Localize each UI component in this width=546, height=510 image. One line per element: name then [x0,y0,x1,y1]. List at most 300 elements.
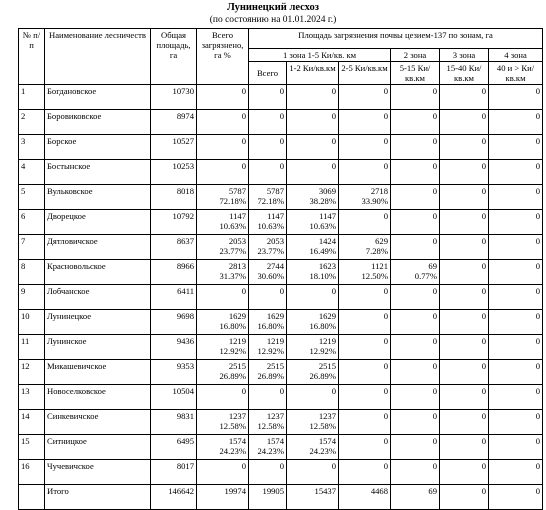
cell-zone3 [440,160,489,185]
cell-forestry-name [45,260,151,285]
cell-value: 10253 [172,161,194,171]
cell-zone4 [489,385,543,410]
cell-value: 0 [432,386,437,396]
cell-value: 1147 [267,211,284,221]
cell-zone3 [440,485,489,510]
cell-value: 0 [432,286,437,296]
cell-value: 0 [481,86,486,96]
cell-area [151,85,197,110]
cell-value: 0 [535,286,541,296]
cell-value: 0 [241,136,246,146]
cell-value: 1219 [228,336,246,346]
header-zone4: 4 зона [489,49,543,62]
cell-value: 0 [481,286,486,296]
cell-zone1-total [249,335,287,360]
cell-value: 0 [432,311,437,321]
cell-zone4 [489,435,543,460]
cell-zone1-1-2 [287,410,339,435]
cell-value: 0 [535,486,541,496]
cell-zone1-1-2 [287,160,339,185]
cell-value: 0 [481,111,486,121]
cell-forestry-name [45,335,151,360]
cell-percent: 10.63% [257,221,284,231]
cell-percent: 26.89% [257,371,284,381]
cell-value: Дятловичское [47,236,98,246]
cell-number [19,260,45,285]
cell-value: 8018 [176,186,194,196]
cell-value: 0 [481,186,486,196]
cell-value: 0 [535,411,541,421]
table-row [19,360,543,385]
cell-zone1-1-2 [287,135,339,160]
cell-value: 0 [481,161,486,171]
cell-zone4 [489,310,543,335]
table-row [19,260,543,285]
cell-zone4 [489,235,543,260]
cell-zone1-total [249,410,287,435]
cell-number [19,410,45,435]
table-row [19,210,543,235]
table-row [19,135,543,160]
cell-value: 0 [241,86,246,96]
cell-zone1-2-5 [339,110,391,135]
cell-value: 2744 [266,261,284,271]
cell-value: 146642 [168,486,194,496]
cell-value: 7 [21,236,26,246]
cell-number [19,460,45,485]
cell-value: 1574 [228,436,246,446]
cell-zone1-total [249,360,287,385]
cell-zone2 [391,385,440,410]
cell-value: 0 [383,211,388,221]
cell-value: Микашевичское [47,361,107,371]
cell-value: 0 [383,136,388,146]
cell-percent: 0.77% [414,271,437,281]
cell-percent: 23.77% [219,246,246,256]
table-row [19,435,543,460]
cell-zone4 [489,335,543,360]
cell-forestry-name [45,160,151,185]
cell-value: 9831 [176,411,194,421]
cell-value: 0 [535,436,541,446]
cell-forestry-name [45,85,151,110]
cell-value: 0 [279,111,284,121]
cell-value: 1237 [228,411,246,421]
cell-zone4 [489,260,543,285]
cell-value: 1147 [319,211,336,221]
cell-number [19,485,45,510]
cell-contaminated [197,385,249,410]
cell-value: 0 [481,486,486,496]
cell-value: 1574 [266,436,284,446]
cell-value: 10504 [172,386,194,396]
cell-value: 0 [535,361,541,371]
cell-value: 0 [481,436,486,446]
cell-zone3 [440,335,489,360]
cell-value: 0 [432,411,437,421]
cell-zone1-total [249,135,287,160]
cell-zone4 [489,85,543,110]
cell-value: 1629 [228,311,246,321]
cell-value: Ситницкое [47,436,87,446]
cell-zone4 [489,110,543,135]
cell-zone1-1-2 [287,385,339,410]
cell-value: 0 [279,386,284,396]
cell-value: Бостынское [47,161,91,171]
cell-value: 0 [535,311,541,321]
header-z2-range: 5-15 Ки/кв.км [391,62,440,85]
cell-value: 2515 [228,361,246,371]
cell-zone1-total [249,460,287,485]
cell-forestry-name [45,485,151,510]
cell-forestry-name [45,360,151,385]
cell-value: 69 [428,486,437,496]
cell-value: 0 [279,86,284,96]
cell-zone4 [489,210,543,235]
cell-value: 11 [21,336,30,346]
cell-value: 0 [535,236,541,246]
cell-zone4 [489,160,543,185]
cell-value: 0 [481,411,486,421]
cell-percent: 33.90% [361,196,388,206]
cell-zone1-total [249,285,287,310]
cell-value: 15437 [314,486,336,496]
cell-zone1-total [249,385,287,410]
cell-zone1-2-5 [339,435,391,460]
cell-zone1-2-5 [339,335,391,360]
cell-value: 0 [535,86,541,96]
cell-value: 2053 [266,236,284,246]
cell-percent: 30.60% [257,271,284,281]
cell-zone1-total [249,185,287,210]
cell-value: 0 [383,286,388,296]
cell-zone4 [489,135,543,160]
cell-value: 0 [241,461,246,471]
cell-number [19,285,45,310]
cell-value: 0 [432,336,437,346]
cell-value: 6 [21,211,26,221]
cell-value: 0 [535,261,541,271]
cell-value: 2515 [318,361,336,371]
cell-value: 0 [383,161,388,171]
cell-number [19,385,45,410]
cell-zone4 [489,485,543,510]
cell-value: Синкевичское [47,411,99,421]
cell-value: 5787 [266,186,284,196]
cell-zone2 [391,485,440,510]
cell-percent: 16.80% [309,321,336,331]
header-z1-b: 2-5 Ки/кв.км [339,62,391,85]
cell-zone2 [391,135,440,160]
cell-value: 9353 [176,361,194,371]
cell-percent: 7.28% [365,246,388,256]
cell-percent: 12.92% [219,346,246,356]
cell-value: 0 [535,461,541,471]
cell-value: 12 [21,361,30,371]
cell-forestry-name [45,135,151,160]
cell-area [151,410,197,435]
cell-percent: 26.89% [219,371,246,381]
cell-contaminated [197,210,249,235]
cell-number [19,160,45,185]
cell-percent: 12.50% [361,271,388,281]
cell-zone3 [440,110,489,135]
cell-value: 1219 [266,336,284,346]
cell-value: 15 [21,436,30,446]
cell-zone1-total [249,210,287,235]
cell-percent: 23.77% [257,246,284,256]
cell-value: Борское [47,136,77,146]
cell-contaminated [197,360,249,385]
cell-zone2 [391,185,440,210]
cell-zone4 [489,410,543,435]
cell-value: 0 [481,236,486,246]
cell-zone3 [440,410,489,435]
cell-number [19,310,45,335]
cell-zone1-2-5 [339,310,391,335]
cell-value: 1424 [318,236,336,246]
cell-percent: 16.49% [309,246,336,256]
cell-zone1-1-2 [287,235,339,260]
cell-zone3 [440,260,489,285]
cell-zone1-1-2 [287,360,339,385]
cell-value: 2 [21,111,26,121]
cell-zone1-1-2 [287,210,339,235]
cell-value: 0 [241,161,246,171]
cell-zone3 [440,85,489,110]
cell-area [151,185,197,210]
cell-number [19,235,45,260]
cell-zone3 [440,235,489,260]
cell-value: 0 [279,136,284,146]
cell-zone1-2-5 [339,360,391,385]
cell-value: 0 [383,336,388,346]
cell-value: 0 [241,286,246,296]
table-row [19,85,543,110]
cell-area [151,360,197,385]
cell-value: 0 [279,286,284,296]
cell-number [19,185,45,210]
cell-value: 0 [331,136,336,146]
total-row [19,485,543,510]
cell-zone1-2-5 [339,235,391,260]
cell-value: 19905 [262,486,284,496]
cell-value: 0 [535,136,541,146]
cell-value: 0 [432,186,437,196]
cell-value: 0 [535,186,541,196]
cell-zone1-1-2 [287,260,339,285]
cell-value: 0 [535,386,541,396]
cell-zone1-total [249,310,287,335]
cell-value: 0 [331,86,336,96]
cell-value: 9 [21,286,26,296]
cell-value: 0 [241,386,246,396]
cell-value: 0 [331,286,336,296]
cell-value: 9698 [176,311,194,321]
header-z1-a: 1-2 Ки/кв.км [287,62,339,85]
cell-area [151,435,197,460]
cell-forestry-name [45,435,151,460]
contamination-table [18,28,543,510]
cell-area [151,385,197,410]
cell-value: 0 [432,361,437,371]
cell-zone3 [440,310,489,335]
header-contaminated: Всего загрязнено, га % [197,29,249,85]
cell-value: 1121 [371,261,388,271]
cell-value: 8966 [176,261,194,271]
table-row [19,160,543,185]
cell-zone1-1-2 [287,435,339,460]
cell-number [19,435,45,460]
cell-zone1-total [249,235,287,260]
cell-zone1-2-5 [339,210,391,235]
cell-zone2 [391,260,440,285]
cell-percent: 12.92% [257,346,284,356]
cell-number [19,135,45,160]
cell-area [151,210,197,235]
cell-contaminated [197,335,249,360]
cell-contaminated [197,185,249,210]
cell-zone1-total [249,260,287,285]
header-zone3: 3 зона [440,49,489,62]
cell-zone3 [440,185,489,210]
table-row [19,385,543,410]
cell-value: 0 [331,386,336,396]
cell-zone1-1-2 [287,335,339,360]
cell-value: 3069 [318,186,336,196]
cell-value: 1219 [318,336,336,346]
cell-area [151,235,197,260]
cell-value: 0 [383,361,388,371]
cell-value: 10 [21,311,30,321]
cell-zone3 [440,210,489,235]
cell-zone1-2-5 [339,485,391,510]
cell-area [151,460,197,485]
cell-zone3 [440,135,489,160]
cell-value: 8 [21,261,26,271]
cell-value: 0 [481,336,486,346]
cell-number [19,360,45,385]
cell-value: 1 [21,86,26,96]
cell-zone3 [440,285,489,310]
cell-value: 0 [279,161,284,171]
cell-forestry-name [45,460,151,485]
cell-value: 0 [535,111,541,121]
cell-value: 0 [383,461,388,471]
cell-forestry-name [45,210,151,235]
cell-percent: 38.28% [309,196,336,206]
cell-value: 0 [481,136,486,146]
cell-zone2 [391,435,440,460]
cell-value: 2053 [228,236,246,246]
cell-value: 14 [21,411,30,421]
header-z3-range: 15-40 Ки/кв.км [440,62,489,85]
cell-value: Богдановское [47,86,97,96]
cell-zone1-2-5 [339,385,391,410]
cell-area [151,160,197,185]
cell-zone4 [489,460,543,485]
cell-value: 10730 [172,86,194,96]
cell-percent: 72.18% [219,196,246,206]
cell-zone2 [391,235,440,260]
table-row [19,235,543,260]
table-row [19,335,543,360]
cell-zone2 [391,310,440,335]
cell-percent: 16.80% [257,321,284,331]
cell-zone1-2-5 [339,160,391,185]
cell-value: 1574 [318,436,336,446]
cell-percent: 10.63% [219,221,246,231]
cell-percent: 12.58% [309,421,336,431]
cell-value: Лобчанское [47,286,90,296]
cell-zone3 [440,385,489,410]
cell-forestry-name [45,410,151,435]
cell-value: 0 [432,136,437,146]
cell-value: Боровиковское [47,111,102,121]
cell-value: 8017 [176,461,194,471]
cell-value: 13 [21,386,30,396]
cell-value: Лунинское [47,336,87,346]
cell-zone1-1-2 [287,85,339,110]
cell-zone1-2-5 [339,85,391,110]
cell-value: 0 [481,461,486,471]
cell-zone1-total [249,160,287,185]
cell-zone1-2-5 [339,460,391,485]
cell-value: 0 [432,461,437,471]
cell-value: 0 [383,386,388,396]
header-z1-total: Всего [249,62,287,85]
header-name: Наименование лесничеств [45,29,151,85]
cell-zone1-1-2 [287,110,339,135]
cell-value: 629 [375,236,388,246]
cell-zone3 [440,435,489,460]
cell-zone1-1-2 [287,460,339,485]
cell-value: 0 [481,311,486,321]
cell-area [151,335,197,360]
cell-value: Вульковское [47,186,93,196]
cell-contaminated [197,460,249,485]
cell-area [151,285,197,310]
cell-value: 0 [432,86,437,96]
cell-zone1-1-2 [287,310,339,335]
cell-contaminated [197,135,249,160]
cell-value: 1629 [266,311,284,321]
table-row [19,285,543,310]
cell-zone1-total [249,110,287,135]
cell-contaminated [197,235,249,260]
cell-zone2 [391,360,440,385]
cell-percent: 26.89% [309,371,336,381]
cell-zone1-total [249,85,287,110]
cell-contaminated [197,410,249,435]
table-row [19,410,543,435]
cell-zone2 [391,285,440,310]
cell-contaminated [197,485,249,510]
header-zone2: 2 зона [391,49,440,62]
cell-number [19,85,45,110]
cell-value: 0 [331,461,336,471]
cell-zone1-1-2 [287,185,339,210]
cell-percent: 72.18% [257,196,284,206]
cell-zone2 [391,85,440,110]
cell-forestry-name [45,310,151,335]
cell-value: 1623 [318,261,336,271]
cell-area [151,310,197,335]
cell-value: 0 [432,161,437,171]
cell-value: Красновольское [47,261,106,271]
cell-percent: 24.23% [219,446,246,456]
cell-value: 6411 [177,286,194,296]
